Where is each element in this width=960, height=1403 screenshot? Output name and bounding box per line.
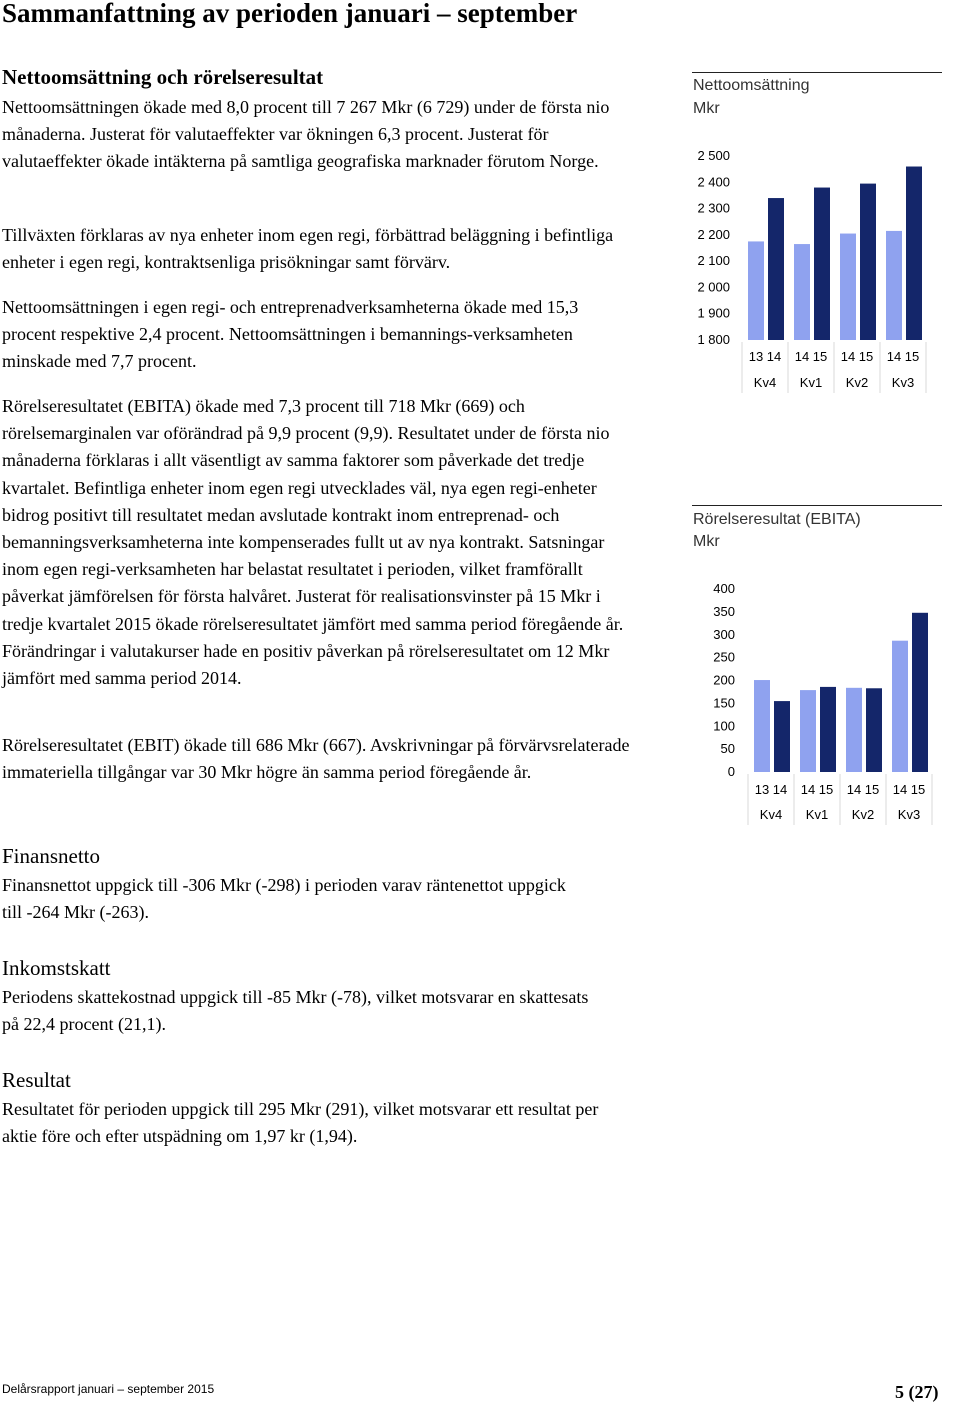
chart1-ytick-label: 2 500 <box>697 148 730 163</box>
chart1-bar-kv1-series1 <box>794 244 810 340</box>
chart2-bar-kv2-series1 <box>846 688 862 772</box>
chart1-ytick-label: 2 300 <box>697 200 730 216</box>
chart1-bar-kv2-series1 <box>840 234 856 340</box>
chart2-bar-kv1-series1 <box>800 690 816 772</box>
chart1-bar-kv3-series1 <box>886 231 902 340</box>
chart1-category-label: Kv3 <box>891 375 915 390</box>
chart1-ytick-label: 2 400 <box>697 174 730 190</box>
chart1-year-label: 13 14 <box>748 349 782 364</box>
netsales-paragraph-1: Nettoomsättningen ökade med 8,0 procent till 7 267 Mkr (6 729) under de första nio månaderna. Justerat för valutaeffekter var ökningen 6,3 procent. Justerat för valutaeffekter ökade intäkterna på samtliga geografiska marknader förutom Norge. <box>2 97 610 172</box>
chart2-bar-kv2-series2 <box>866 688 882 772</box>
chart1-category-label: Kv4 <box>753 375 777 390</box>
chart1-year-label: 14 15 <box>840 349 874 364</box>
chart2-ytick-label: 200 <box>713 672 735 688</box>
chart2-bar-kv4-series1 <box>754 680 770 772</box>
chart2-bar-kv3-series2 <box>912 613 928 772</box>
chart2-unit: Mkr <box>693 533 720 550</box>
chart2-bar-kv4-series2 <box>774 701 790 772</box>
netsales-chart <box>680 140 950 400</box>
ebita-paragraph: Rörelseresultatet (EBITA) ökade med 7,3 procent till 718 Mkr (669) och rörelsemarginalen var oförändrad på 9,9 procent (9,9). Resultatet under de första nio månaderna förklaras i allt väsentligt av samma faktorer som påverkade det tredje kvartalet. Befintliga enheter inom egen regi utvecklades väl, nya egen regi-enheter bidrog positivt till resultatet medan avslutade kontrakt inom entreprenad- och bemanningsverksamheterna inte kompenserades fullt ut av nya kontrakt. Satsningar inom egen regi-verksamheten har belastat resultatet i perioden, vilket framförallt påverkat jämförelsen för första halvåret. Justerat för realisationsvinster på 15 Mkr i tredje kvartalet 2015 ökade rörelseresultatet jämfört med samma period föregående år. Förändringar i valutakurser hade en positiv påverkan på rörelseresultatet om 12 Mkr jämfört med samma period 2014. <box>2 396 624 689</box>
chart2-year-label: 14 15 <box>800 782 834 797</box>
chart2-ytick-label: 150 <box>713 695 735 711</box>
footer-page-number: 5 (27) <box>895 1382 939 1402</box>
chart2-ytick-label: 50 <box>720 741 735 757</box>
chart1-bar-kv4-series1 <box>748 241 764 340</box>
chart1-bar-kv1-series2 <box>814 188 830 340</box>
chart1-ytick-label: 2 100 <box>697 253 730 269</box>
chart1-bar-kv2-series2 <box>860 184 876 340</box>
chart1-category-label: Kv1 <box>799 375 823 390</box>
chart2-ytick-label: 300 <box>713 626 735 642</box>
chart2-ytick-label: 350 <box>713 603 735 619</box>
finance-heading: Finansnetto <box>2 844 100 868</box>
chart2-year-label: 14 15 <box>846 782 880 797</box>
chart2-category-label: Kv2 <box>851 807 875 822</box>
chart2-year-label: 13 14 <box>754 782 788 797</box>
chart2-ytick-label: 100 <box>713 718 735 734</box>
chart2-category-label: Kv4 <box>759 807 783 822</box>
netsales-section <box>2 64 642 90</box>
result-paragraph: Resultatet för perioden uppgick till 295 Mkr (291), vilket motsvarar ett resultat per aktie före och efter utspädning om 1,97 kr (1,94). <box>2 1099 599 1147</box>
chart2-ytick-label: 250 <box>713 649 735 665</box>
chart2-bar-kv1-series2 <box>820 687 836 772</box>
chart1-bar-kv4-series2 <box>768 198 784 340</box>
chart1-ytick-label: 1 900 <box>697 305 730 321</box>
chart2-ytick-label: 0 <box>727 764 735 779</box>
chart1-title: Nettoomsättning <box>693 77 810 94</box>
ebita-chart <box>680 575 950 830</box>
chart1-ytick-label: 2 000 <box>697 279 730 295</box>
chart2-bar-kv3-series1 <box>892 641 908 772</box>
tax-paragraph: Periodens skattekostnad uppgick till -85 Mkr (-78), vilket motsvarar en skattesats på 22,4 procent (21,1). <box>2 987 589 1035</box>
finance-paragraph: Finansnettot uppgick till -306 Mkr (-298) i perioden varav räntenettot uppgick till -264 Mkr (-263). <box>2 875 566 923</box>
chart2-category-label: Kv3 <box>897 807 921 822</box>
chart1-bar-kv3-series2 <box>906 167 922 340</box>
chart1-year-label: 14 15 <box>886 349 920 364</box>
chart2-year-label: 14 15 <box>892 782 926 797</box>
footer-report-name: Delårsrapport januari – september 2015 <box>2 1382 215 1396</box>
netsales-heading: Nettoomsättning och rörelseresultat <box>2 65 324 89</box>
chart1-ytick-label: 1 800 <box>697 332 730 347</box>
chart2-ytick-label: 400 <box>713 581 735 596</box>
chart2-category-label: Kv1 <box>805 807 829 822</box>
page-title: Sammanfattning av perioden januari – september <box>2 0 578 28</box>
netsales-paragraph-2: Tillväxten förklaras av nya enheter inom egen regi, förbättrad beläggning i befintliga enheter i egen regi, kontraktsenliga prisökningar samt förvärv. <box>2 225 614 273</box>
chart1-category-label: Kv2 <box>845 375 869 390</box>
result-heading: Resultat <box>2 1068 71 1092</box>
netsales-paragraph-3: Nettoomsättningen i egen regi- och entreprenadverksamheterna ökade med 15,3 procent respektive 2,4 procent. Nettoomsättningen i bemannings-verksamheten minskade med 7,7 procent. <box>2 297 579 372</box>
chart2-title: Rörelseresultat (EBITA) <box>693 511 861 528</box>
chart1-year-label: 14 15 <box>794 349 828 364</box>
chart1-ytick-label: 2 200 <box>697 226 730 242</box>
ebit-paragraph: Rörelseresultatet (EBIT) ökade till 686 Mkr (667). Avskrivningar på förvärvsrelaterade immateriella tillgångar var 30 Mkr högre än samma period föregående år. <box>2 735 630 783</box>
chart2-top-rule <box>692 505 942 506</box>
chart1-unit: Mkr <box>693 100 720 117</box>
tax-heading: Inkomstskatt <box>2 956 111 980</box>
chart1-top-rule <box>692 72 942 73</box>
